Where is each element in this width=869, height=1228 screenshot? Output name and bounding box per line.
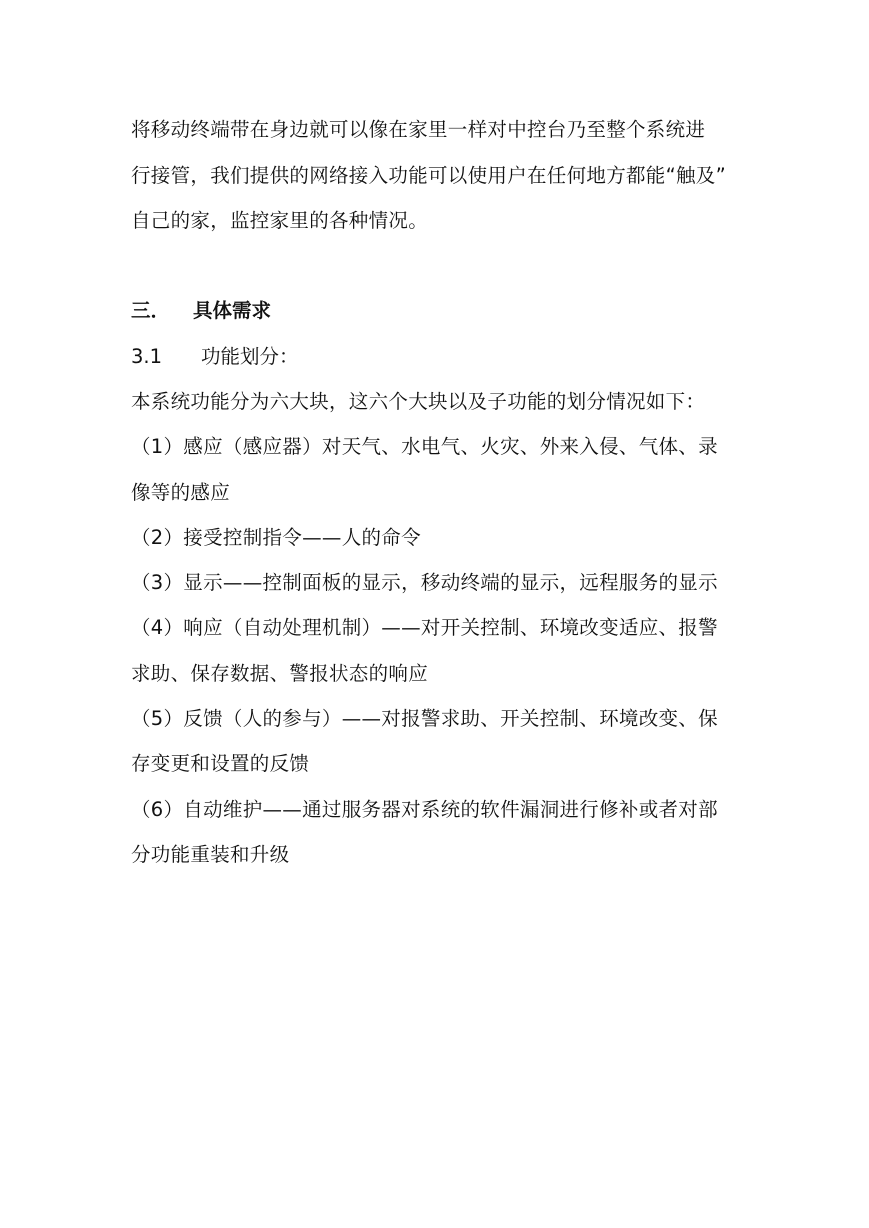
item-1-line-1: （1）感应（感应器）对天气、水电气、火灾、外来入侵、气体、录 xyxy=(131,435,718,458)
item-4-line-1: （4）响应（自动处理机制）——对开关控制、环境改变适应、报警 xyxy=(131,616,718,639)
item-2-line-1: （2）接受控制指令——人的命令 xyxy=(131,526,421,549)
subsection-title: 功能划分： xyxy=(201,345,299,368)
summary-paragraph: 本系统功能分为六大块，这六个大块以及子功能的划分情况如下： xyxy=(131,390,706,413)
item-4-line-2: 求助、保存数据、警报状态的响应 xyxy=(131,662,429,685)
section-number: 三． xyxy=(131,299,171,322)
item-6-line-1: （6）自动维护——通过服务器对系统的软件漏洞进行修补或者对部 xyxy=(131,798,718,821)
item-5-line-2: 存变更和设置的反馈 xyxy=(131,752,310,775)
item-6-line-2: 分功能重装和升级 xyxy=(131,843,290,866)
intro-line-3: 自己的家，监控家里的各种情况。 xyxy=(131,209,429,232)
subsection-heading xyxy=(131,344,299,370)
intro-line-1: 将移动终端带在身边就可以像在家里一样对中控台乃至整个系统进 xyxy=(131,118,706,141)
section-heading xyxy=(131,298,271,324)
item-3-line-1: （3）显示——控制面板的显示，移动终端的显示，远程服务的显示 xyxy=(131,571,718,594)
item-1-line-2: 像等的感应 xyxy=(131,481,231,504)
intro-line-2: 行接管，我们提供的网络接入功能可以使用户在任何地方都能“触及” xyxy=(131,164,727,187)
item-5-line-1: （5）反馈（人的参与）——对报警求助、开关控制、环境改变、保 xyxy=(131,707,718,730)
section-title: 具体需求 xyxy=(193,299,272,322)
subsection-number: 3.1 xyxy=(131,345,163,368)
